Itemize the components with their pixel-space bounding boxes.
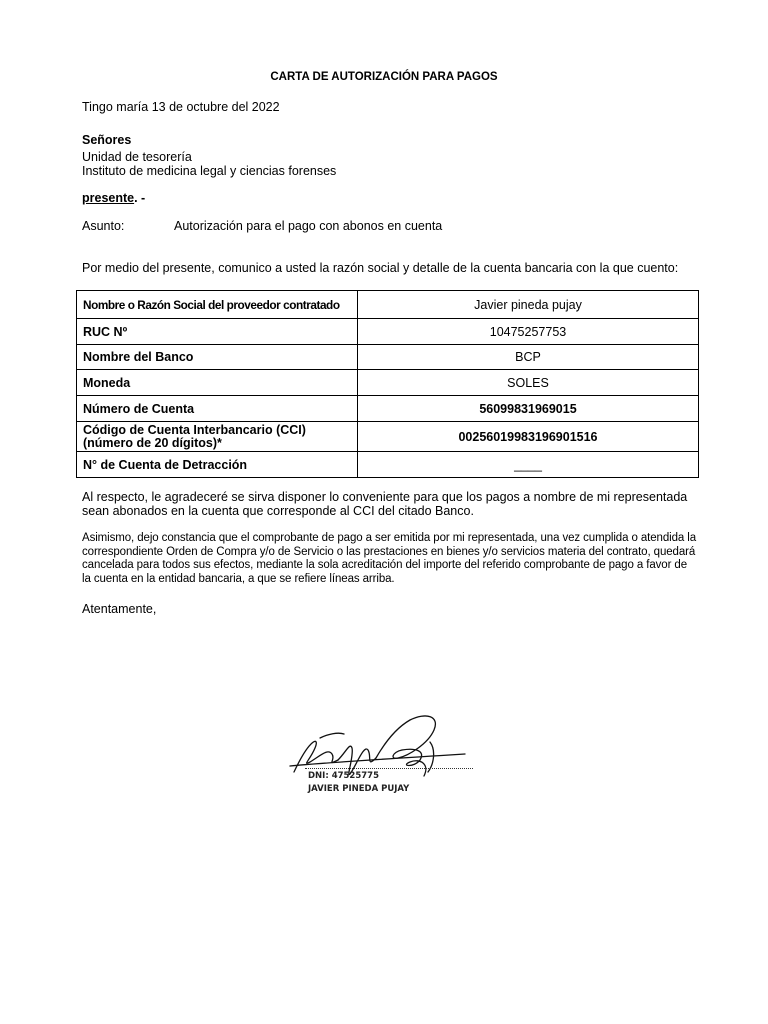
recipient-line-2: Instituto de medicina legal y ciencias forenses — [82, 164, 337, 178]
recipient-line-1: Unidad de tesorería — [82, 150, 192, 164]
asunto-label: Asunto: — [82, 219, 125, 233]
date-line: Tingo maría 13 de octubre del 2022 — [82, 100, 280, 114]
presente-suffix: . - — [134, 191, 146, 205]
presente-line — [82, 191, 145, 205]
row-label: N° de Cuenta de Detracción — [77, 452, 358, 478]
table-row — [77, 396, 699, 422]
row-value: ____ — [358, 452, 699, 478]
cci-label-line-2: (número de 20 dígitos)* — [83, 435, 222, 450]
table-row — [77, 319, 699, 345]
signature-dni: DNI: 47525775 — [308, 771, 380, 781]
row-value: SOLES — [358, 370, 699, 396]
asunto-text: Autorización para el pago con abonos en cuenta — [174, 219, 443, 233]
paragraph-1: Al respecto, le agradeceré se sirva disponer lo conveniente para que los pagos a nombre de mi representada sean abonados en la cuenta que corresponde al CCI del citado Banco. — [82, 490, 688, 518]
table-row — [77, 370, 699, 396]
table-row — [77, 452, 699, 478]
row-value: 56099831969015 — [358, 396, 699, 422]
salutation: Señores — [82, 133, 132, 147]
table-row — [77, 291, 699, 319]
account-table — [76, 290, 699, 478]
table-row — [77, 422, 699, 452]
paragraph-2: Asimismo, dejo constancia que el comprobante de pago a ser emitida por mi representada, una vez cumplida o atendida la correspondiente Orden de Compra y/o de Servicio o las prestaciones en bienes y/o servicios materia del contrato, quedará cancelada para todos sus efectos, mediante la sola acreditación del importe del referido comprobante de pago a favor de la cuenta en la entidad bancaria, a que se refiere líneas arriba. — [82, 532, 697, 585]
row-label: Nombre del Banco — [77, 345, 358, 370]
row-label — [77, 422, 358, 452]
presente-word: presente — [82, 191, 135, 205]
row-value: BCP — [358, 345, 699, 370]
cci-label-line-1: Código de Cuenta Interbancario (CCI) — [83, 422, 306, 437]
letter-title: CARTA DE AUTORIZACIÓN PARA PAGOS — [270, 71, 498, 83]
intro-text: Por medio del presente, comunico a usted la razón social y detalle de la cuenta bancaria con la que cuento: — [82, 261, 679, 275]
row-label: RUC Nº — [77, 319, 358, 345]
closing: Atentamente, — [82, 602, 157, 616]
row-value: 10475257753 — [358, 319, 699, 345]
signature-name: JAVIER PINEDA PUJAY — [308, 784, 410, 794]
row-value: 00256019983196901516 — [358, 422, 699, 452]
row-label: Número de Cuenta — [77, 396, 358, 422]
row-label: Moneda — [77, 370, 358, 396]
signature-line — [305, 768, 473, 769]
row-value: Javier pineda pujay — [358, 291, 699, 319]
row-label: Nombre o Razón Social del proveedor contratado — [77, 291, 358, 319]
table-row — [77, 345, 699, 370]
